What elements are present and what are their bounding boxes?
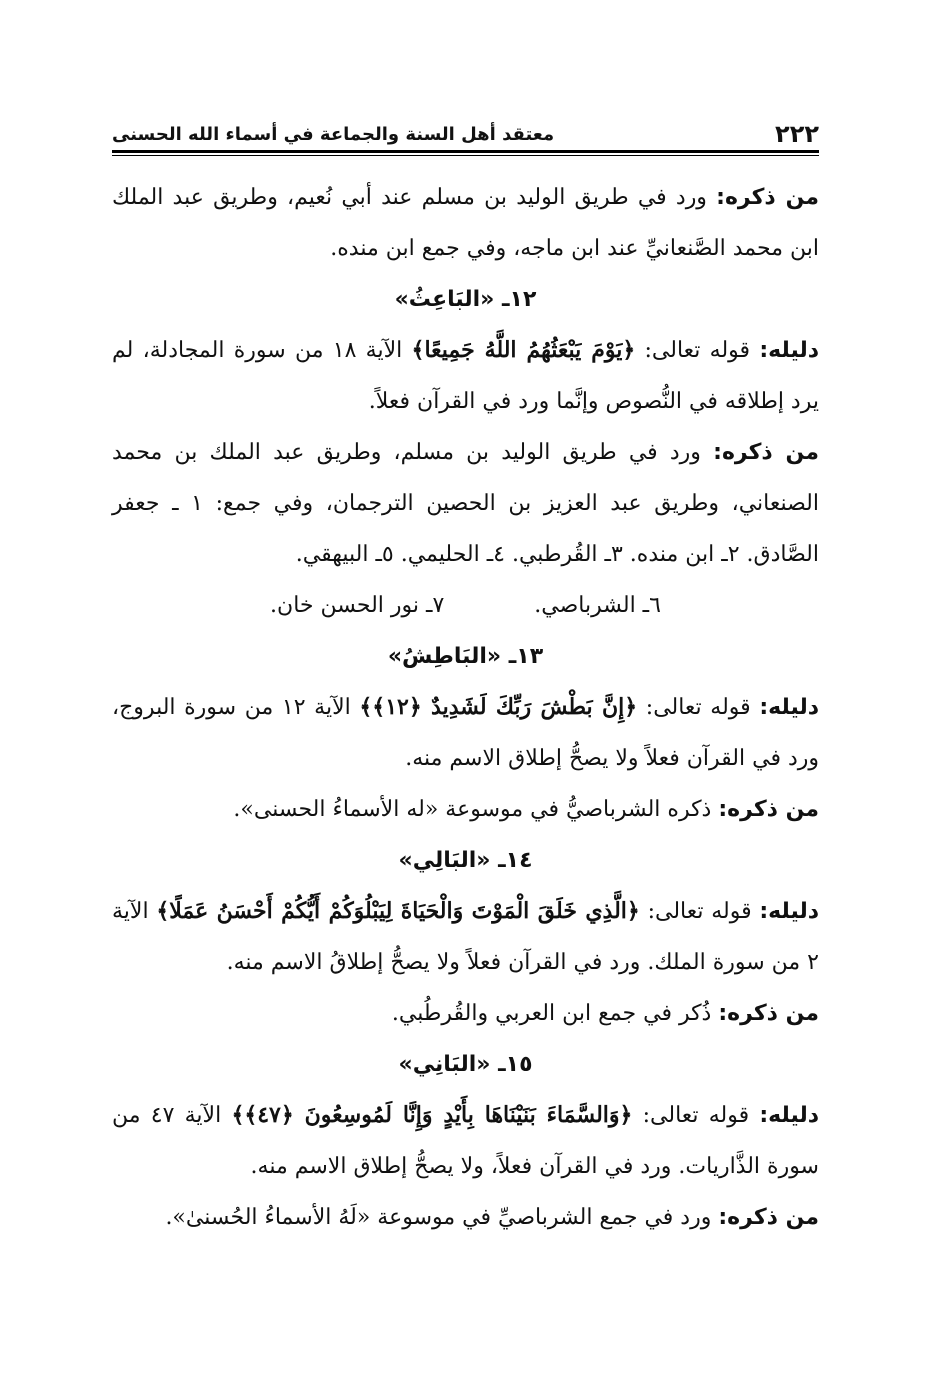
dalil-text: الآية ١٢ من سورة البروج، ورد في القرآن فعلاً ولا يصحُّ إطلاق الاسم منه. [112, 695, 819, 771]
label-dalil: دليله: [759, 338, 819, 363]
dalil-paragraph [112, 325, 819, 427]
entry-heading: ١٤ـ «البَالِي» [398, 848, 533, 873]
label-man-dhakarahu: من ذكره: [718, 797, 819, 822]
dalil-text: الآية ٤٧ من سورة الذَّاريات. ورد في القرآن فعلاً، ولا يصحُّ إطلاق الاسم منه. [112, 1103, 819, 1179]
running-title: معتقد أهل السنة والجماعة في أسماء الله الحسنى [112, 124, 555, 145]
dhikr-paragraph [112, 172, 819, 274]
quran-verse: ﴿يَوْمَ يَبْعَثُهُمُ اللَّهُ جَمِيعًا﴾ [411, 337, 636, 363]
dhikr-paragraph [112, 1192, 819, 1243]
dalil-paragraph [112, 886, 819, 988]
entry-heading: ١٥ـ «البَانِي» [398, 1052, 533, 1077]
quran-verse: ﴿إِنَّ بَطْشَ رَبِّكَ لَشَدِيدٌ ﴿١٢﴾﴾ [359, 694, 638, 720]
dhikr-paragraph [112, 784, 819, 835]
source-item: ٦ـ الشرباصي. [534, 593, 661, 618]
dhikr-paragraph [112, 988, 819, 1039]
dhikr-text: ورد في طريق الوليد بن مسلم عند أبي نُعيم، وطريق عبد الملك ابن محمد الصَّنعانيِّ عند ابن ماجه، وفي جمع ابن منده. [112, 185, 819, 261]
page-body [112, 172, 819, 1243]
header-rule [112, 150, 819, 156]
dalil-intro: قوله تعالى: [647, 899, 752, 924]
dalil-intro: قوله تعالى: [642, 1103, 750, 1128]
label-dalil: دليله: [759, 1103, 820, 1128]
dhikr-text: ذكره الشرباصيُّ في موسوعة «له الأسماءُ الحسنى». [233, 797, 712, 822]
label-man-dhakarahu: من ذكره: [713, 440, 819, 465]
label-dalil: دليله: [759, 899, 820, 924]
dalil-paragraph [112, 682, 819, 784]
quran-verse: ﴿الَّذِي خَلَقَ الْمَوْتَ وَالْحَيَاةَ لِيَبْلُوَكُمْ أَيُّكُمْ أَحْسَنُ عَمَلًا﴾ [156, 898, 640, 924]
dalil-intro: قوله تعالى: [645, 695, 751, 720]
dhikr-text: ورد في جمع الشرباصيِّ في موسوعة «لَهُ الأسماءُ الحُسنىٰ». [165, 1205, 712, 1230]
dhikr-paragraph [112, 427, 819, 580]
label-man-dhakarahu: من ذكره: [718, 1001, 819, 1026]
dhikr-text: ذُكر في جمع ابن العربي والقُرطُبي. [391, 1001, 712, 1026]
page-number: ٢٢٢ [775, 120, 819, 148]
source-item: ٧ـ نور الحسن خان. [270, 593, 445, 618]
dalil-text: الآية ١٨ من سورة المجادلة، لم يرد إطلاقه في النُّصوص وإنَّما ورد في القرآن فعلاً. [112, 338, 819, 414]
label-man-dhakarahu: من ذكره: [718, 1205, 819, 1230]
dalil-text: الآية ٢ من سورة الملك. ورد في القرآن فعلاً ولا يصحُّ إطلاقُ الاسم منه. [112, 899, 819, 975]
entry-heading: ١٢ـ «البَاعِثُ» [394, 287, 537, 312]
entry-heading: ١٣ـ «البَاطِشُ» [387, 644, 544, 669]
label-dalil: دليله: [759, 695, 819, 720]
extra-sources-row [112, 580, 819, 631]
quran-verse: ﴿وَالسَّمَاءَ بَنَيْنَاهَا بِأَيْدٍ وَإِنَّا لَمُوسِعُونَ ﴿٤٧﴾﴾ [231, 1102, 633, 1128]
dalil-paragraph [112, 1090, 819, 1192]
label-man-dhakarahu: من ذكره: [716, 185, 819, 210]
dhikr-text: ورد في طريق الوليد بن مسلم، وطريق عبد الملك بن محمد الصنعاني، وطريق عبد العزيز بن الحصين الترجمان، وفي جمع: ١ ـ جعفر الصَّادق. ٢ـ ابن منده. ٣ـ القُرطبي. ٤ـ الحليمي. ٥ـ البيهقي. [112, 440, 819, 567]
dalil-intro: قوله تعالى: [644, 338, 751, 363]
